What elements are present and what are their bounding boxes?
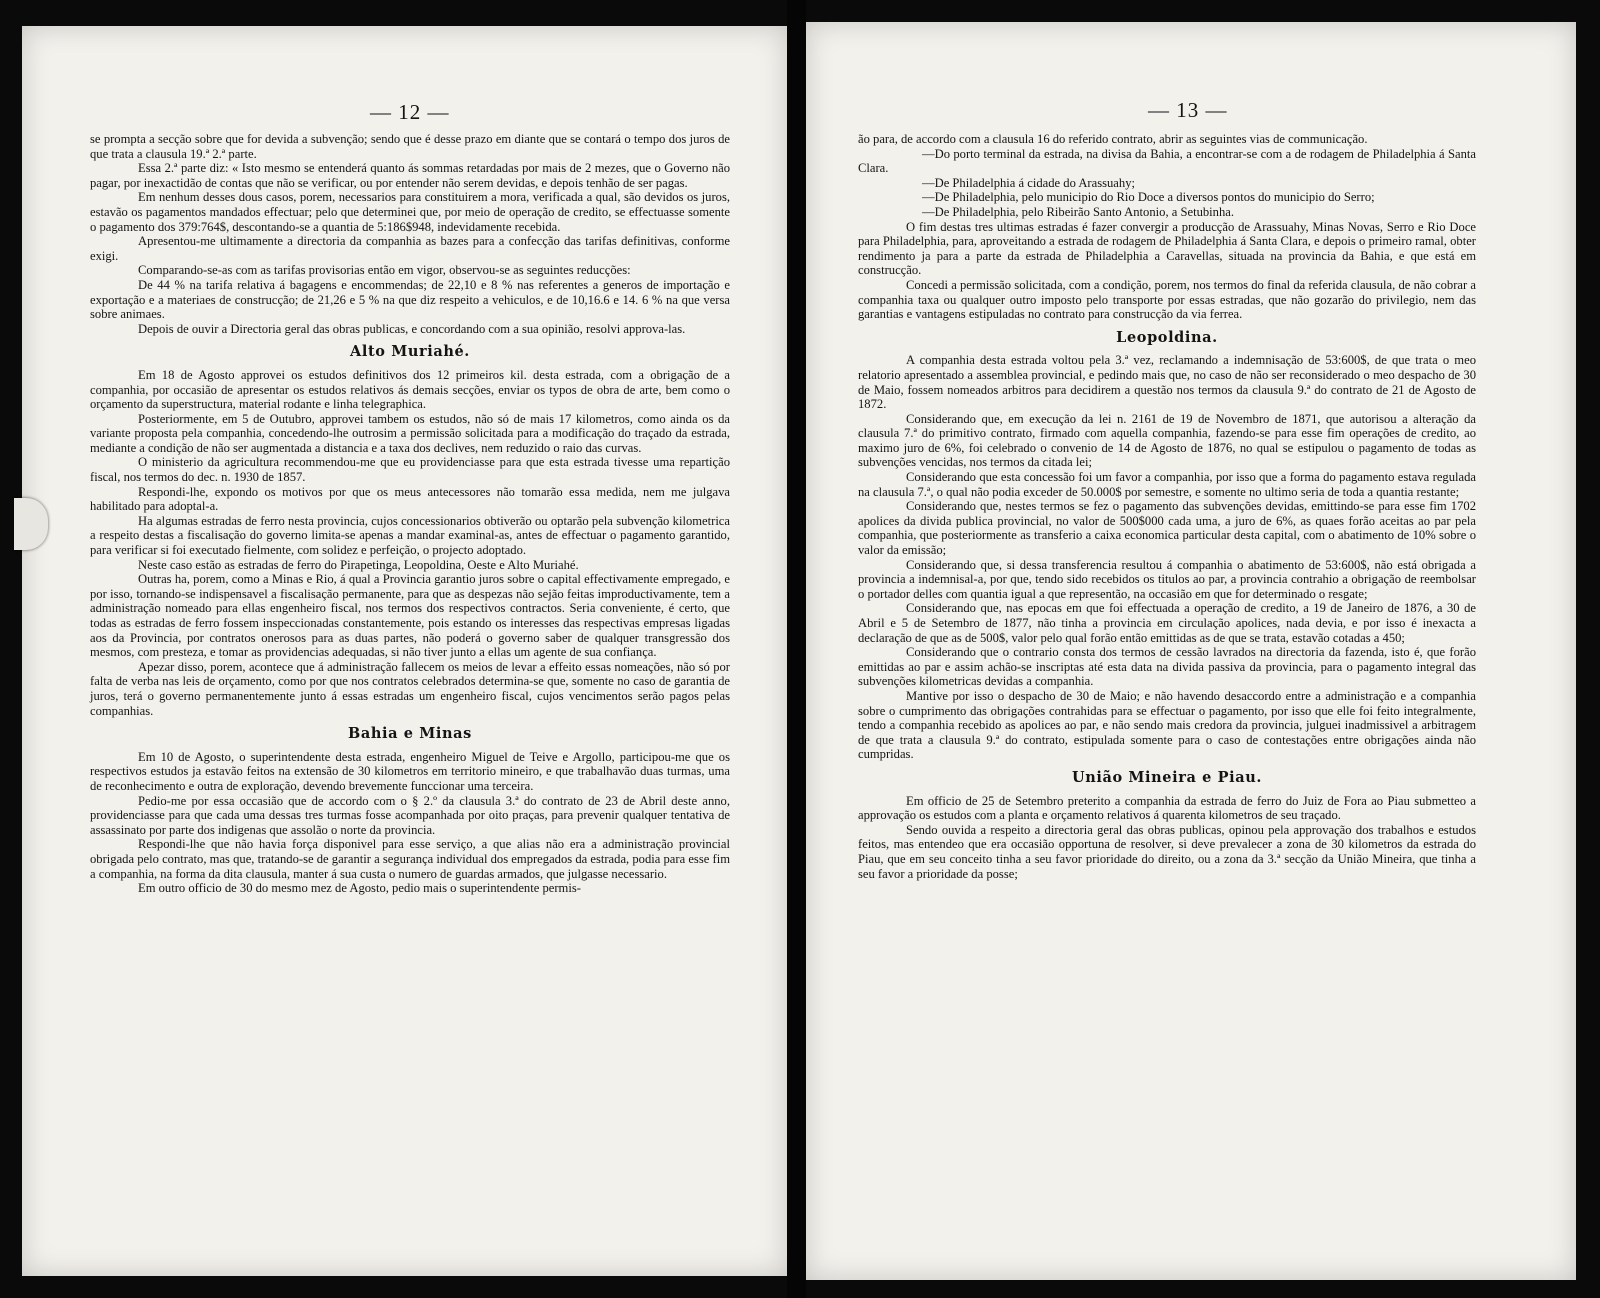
paragraph: Em officio de 25 de Setembro preterito a companhia da estrada de ferro do Juiz de Fora ao Piau submetteo a approvação os estudos com a planta e orçamento relativos á quarenta kilometros de seu traçado. [858, 793, 1476, 823]
paragraph: Posteriormente, em 5 de Outubro, approvei tambem os estudos, não só de mais 17 kilometros, como ainda os da variante proposta pela companhia, concedendo-lhe outrosim a permissão solicitada para a modificação do traçado da estrada, mediante a condição de não ser augmentada a distancia e a taxa dos declives, nem reduzido o raio das curvas. [90, 411, 730, 455]
paragraph: —De Philadelphia, pelo Ribeirão Santo Antonio, a Setubinha. [922, 204, 1234, 219]
paragraph: Considerando que, nestes termos se fez o pagamento das subvenções devidas, emittindo-se para esse fim 1702 apolices da divida publica provincial, no valor de 500$000 cada uma, a juro de 6%, as quaes forão aceitas ao par pela companhia, que posteriormente as transferio a caixa economica particular desta capital, com o abatimento de 10% sobre o valor da emissão; [858, 499, 1476, 558]
paragraph: Em nenhum desses dous casos, porem, necessarios para constituirem a mora, verificada a qual, são devidos os juros, estavão os pagamentos mandados effectuar; pelo que determinei que, por meio de operação de credito, se effectuasse somente o pagamento dos 379:764$, descontando-se a quantia de 5:186$948, indevidamente recebida. [90, 190, 730, 234]
page-number: — 12 — [370, 100, 450, 124]
paragraph: Essa 2.ª parte diz: « Isto mesmo se entenderá quanto ás sommas retardadas por mais de 2 mezes, que o Governo não pagar, por inexactidão de contas que não se verificar, ou por entender não serem devidas, e depois tenhão de ser pagas. [90, 161, 730, 190]
paragraph: ão para, de accordo com a clausula 16 do referido contrato, abrir as seguintes vias de communicação. [858, 132, 1368, 146]
left-page-text [90, 132, 730, 896]
paragraph: Depois de ouvir a Directoria geral das obras publicas, e concordando com a sua opinião, resolvi approva-las. [138, 321, 686, 336]
paragraph: Ha algumas estradas de ferro nesta provincia, cujos concessionarios obtiverão ou optarão pela subvenção kilometrica a respeito destas a fiscalisação do governo limita-se apenas a mandar examinal-as, antes de effectuar o pagamento garantido, para verificar si foi executado fielmente, com solidez e perfeição, o projecto adoptado. [90, 513, 730, 558]
paragraph: Considerando que o contrario consta dos termos de cessão lavrados na directoria da fazenda, isto é, que forão emittidas ao par e assim achão-se inscriptas até esta data na divida passiva da provincia, para o pagamento integral das subvenções kilometricas devidas a companhia. [858, 645, 1476, 689]
paragraph: se prompta a secção sobre que for devida a subvenção; sendo que é desse prazo em diante que se contará o tempo dos juros de que trata a clausula 19.ª 2.ª parte. [90, 132, 730, 161]
paragraph: —De Philadelphia á cidade do Arassuahy; [922, 175, 1135, 190]
paragraph: Em 18 de Agosto approvei os estudos definitivos dos 12 primeiros kil. desta estrada, com a obrigação de a companhia, por occasião de apresentar os estudos relativos ás demais secções, enviar os typos de obra de arte, bem como o orçamento da superstructura, material rodante e linha telegraphica. [90, 367, 730, 412]
paragraph: Apresentou-me ultimamente a directoria da companhia as bazes para a confecção das tarifas definitivas, conforme exigi. [90, 234, 730, 263]
paragraph: Outras ha, porem, como a Minas e Rio, á qual a Provincia garantio juros sobre o capital effectivamente empregado, e por isso, tornando-se indispensavel a fiscalisação permanente, para que as despezas não sejão feitas improductivamente, tem a administração nomeado para ellas engenheiro fiscal, nos termos dos respectivos contractos. Seria conveniente, é certo, que todas as estradas de ferro fossem inspeccionadas constantemente, pois estando os interesses das respectivas empresas ligadas aos da Provincia, por contratos onerosos para as duas partes, não poderá o governo saber de qualquer transgressão dos mesmos, com presteza, e tomar as providencias adequadas, si não tiver junto a ellas um agente de sua confiança. [90, 572, 730, 660]
right-page-text [858, 132, 1476, 881]
paragraph: Concedi a permissão solicitada, com a condição, porem, nos termos do final da referida clausula, de não cobrar a companhia taxa ou qualquer outro imposto pelo transporte por essas estradas, que não gozarão do privilegio, nem das garantias e vantagens estipuladas no contrato para construcção da via ferrea. [858, 277, 1476, 322]
paragraph: Em 10 de Agosto, o superintendente desta estrada, engenheiro Miguel de Teive e Argollo, participou-me que os respectivos estudos ja estavão feitos na extensão de 30 kilometros em territorio mineiro, e que trabalhavão duas turmas, uma de reconhecimento e outra de exploração, devendo brevemente funccionar uma terceira. [90, 749, 730, 793]
paragraph: —Do porto terminal da estrada, na divisa da Bahia, a encontrar-se com a de rodagem de Philadelphia á Santa Clara. [858, 146, 1476, 176]
paragraph: O fim destas tres ultimas estradas é fazer convergir a producção de Arassuahy, Minas Novas, Serro e Rio Doce para Philadelphia, para, aproveitando a estrada de rodagem de Philadelphia á Santa Clara, e depois o primeiro ramal, obter rendimento ja para a parte da estrada de Philadelphia a Caravellas, situada na provincia da Bahia, e que está em construcção. [858, 219, 1476, 278]
section-heading: União Mineira e Piau. [1072, 768, 1262, 786]
paragraph: Em outro officio de 30 do mesmo mez de Agosto, pedio mais o superintendente permis- [138, 881, 581, 896]
paragraph: Considerando que, em execução da lei n. 2161 de 19 de Novembro de 1871, que autorisou a alteração da clausula 7.ª do primitivo contrato, firmado com aquella companhia, fazendo-se para esse fim operações de credito, ao maximo juro de 6%, foi celebrado o convenio de 14 de Agosto de 1876, no qual se estipulou o pagamento de todas as subvenções vencidas, nos termos da citada lei; [858, 411, 1476, 470]
paragraph: O ministerio da agricultura recommendou-me que eu providenciasse para que esta estrada tivesse uma repartição fiscal, nos termos do dec. n. 1930 de 1857. [90, 455, 730, 485]
paragraph: Comparando-se-as com as tarifas provisorias então em vigor, observou-se as seguintes reducções: [138, 263, 631, 278]
page-number: — 13 — [1148, 98, 1228, 122]
section-heading: Leopoldina. [1116, 328, 1218, 346]
paragraph: De 44 % na tarifa relativa á bagagens e encommendas; de 22,10 e 8 % nas referentes a generos de importação e exportação e a materiaes de construcção; de 21,26 e 5 % na que diz respeito a vehiculos, e de 10,16.6 e 14. 6 % na que versa sobre animaes. [90, 277, 730, 322]
paragraph: —De Philadelphia, pelo municipio do Rio Doce a diversos pontos do municipio do Serro; [922, 190, 1375, 205]
paragraph: Respondi-lhe que não havia força disponivel para esse serviço, a que alias não era a administração provincial obrigada pelo contrato, mas que, tratando-se de garantir a segurança individual dos empregados da estrada, podia para esse fim a companhia, na forma da dita clausula, manter á sua custa o numero de guardas armados, que julgasse necessario. [90, 837, 730, 881]
paragraph: Considerando que esta concessão foi um favor a companhia, por isso que a forma do pagamento estava regulada na clausula 7.ª, o qual não podia exceder de 50.000$ por semestre, e somente no ultimo seria de toda a quantia restante; [858, 470, 1476, 499]
paragraph: Considerando que, si dessa transferencia resultou á companhia o abatimento de 53:600$, não está obrigada a provincia a indemnisal-a, por que, tendo sido recebidos os titulos ao par, a provincia contrahio a obrigação de reembolsar o portador delles com quantia igual a que representão, na occasião em que for determinado o resgate; [858, 557, 1476, 601]
paragraph: Neste caso estão as estradas de ferro do Pirapetinga, Leopoldina, Oeste e Alto Muriahé. [138, 557, 579, 572]
paragraph: A companhia desta estrada voltou pela 3.ª vez, reclamando a indemnisação de 53:600$, de que trata o meo relatorio apresentado a assemblea provincial, e pedindo mais que, no caso de não ser reconsiderado o meo despacho de 30 de Maio, fossem nomeados arbitros para decidirem a questão nos termos da clausula 9.ª do contrato de 21 de Agosto de 1872. [858, 353, 1476, 412]
paragraph: Respondi-lhe, expondo os motivos por que os meus antecessores não tomarão essa medida, nem me julgava habilitado para adoptal-a. [90, 484, 730, 514]
paragraph: Apezar disso, porem, acontece que á administração fallecem os meios de levar a effeito essas nomeações, não só por falta de verba nas leis de orçamento, como por que nos contratos celebrados determina-se que, somente no caso de garantia de juros, terá o governo permanentemente junto á essas estradas um engenheiro fiscal, cujos vencimentos serão pagos pelas companhias. [90, 659, 730, 718]
left-page [22, 26, 787, 1276]
right-page [806, 22, 1576, 1280]
paragraph: Considerando que, nas epocas em que foi effectuada a operação de credito, a 19 de Janeiro de 1876, a 30 de Abril e 5 de Setembro de 1877, não tinha a provincia em circulação apolices, nada devia, e por isso é inexacta a declaração de que as de 500$, valor pelo qual forão então emittidas as de que se trata, estavão cotadas a 450; [858, 601, 1476, 645]
section-heading: Alto Muriahé. [350, 343, 470, 361]
section-heading: Bahia e Minas [348, 725, 472, 743]
paragraph: Pedio-me por essa occasião que de accordo com o § 2.º da clausula 3.ª do contrato de 23 de Abril deste anno, providenciasse para que cada uma dessas tres turmas fosse acompanhada por oito praças, para prevenir qualquer tentativa de assassinato por parte dos indigenas que assolão o norte da provincia. [90, 793, 730, 837]
book-spine [787, 0, 806, 1298]
paragraph: Sendo ouvida a respeito a directoria geral das obras publicas, opinou pela approvação dos trabalhos e estudos feitos, mas entendeo que era occasião opportuna de resolver, si deve prevalecer a zona de 30 kilometros da estrada do Piau, que em seu conceito tinha a seu favor prioridade do direito, ou a zona da 3.ª secção da União Mineira, que tinha a seu favor a prioridade da posse; [858, 822, 1476, 881]
paragraph: Mantive por isso o despacho de 30 de Maio; e não havendo desaccordo entre a administração e a companhia sobre o cumprimento das obrigações contrahidas para se effectuar o pagamento, por isso que elle foi feito integralmente, tendo a companhia recebido as apolices ao par, e não sendo mais credora da provincia, julguei inadmissivel a arbitragem de que trata a clausula 9.ª do contrato, estipulada somente para o caso de contestações entre obrigações ainda não cumpridas. [858, 688, 1476, 762]
